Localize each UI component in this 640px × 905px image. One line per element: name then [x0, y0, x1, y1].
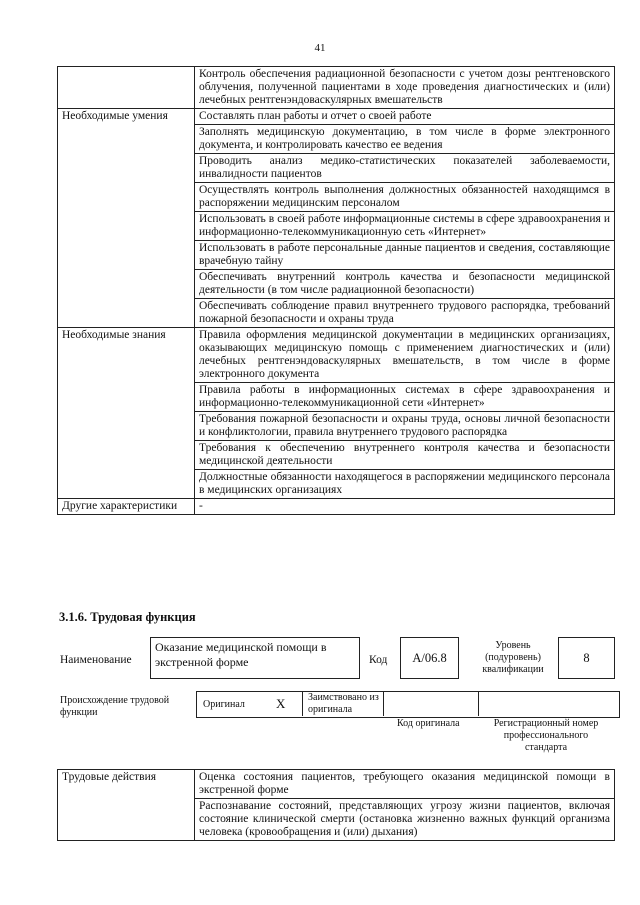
function-name: Оказание медицинской помощи в экстренной форме — [155, 640, 327, 669]
code-label: Код — [369, 654, 388, 666]
row-item: Составлять план работы и отчет о своей работе — [195, 109, 615, 125]
level-value-box — [558, 637, 615, 679]
original-mark: X — [276, 696, 286, 711]
row-item: Правила оформления медицинской документации в медицинских организациях, оказывающих медицинскую помощь с применением диагностических и (или) лечебных рентгенэндоваскулярных вмешательств, в том числе в форме электронного документа — [195, 328, 615, 383]
row-item: Заполнять медицинскую документацию, в том числе в форме электронного документа, и контролировать качество ее ведения — [195, 125, 615, 154]
competency-table — [57, 66, 615, 515]
row-item: Распознавание состояний, представляющих угрозу жизни пациентов, включая состояние клинической смерти (остановка жизненно важных функций организма человека (кровообращения и (или) дыхания) — [195, 799, 615, 841]
table-row — [58, 770, 615, 799]
original-label: Оригинал — [203, 699, 245, 710]
row-label: Трудовые действия — [58, 770, 195, 841]
row-item: - — [195, 499, 615, 515]
code-original-label: Код оригинала — [397, 718, 460, 729]
row-item: Требования к обеспечению внутреннего контроля качества и безопасности медицинской деятельности — [195, 441, 615, 470]
labor-actions-table — [57, 769, 615, 841]
code-value-box — [400, 637, 459, 679]
row-item: Контроль обеспечения радиационной безопасности с учетом дозы рентгеновского облучения, полученной пациентами в ходе проведения диагностических и (или) лечебных рентгенэндоваскулярных вмешательств — [195, 67, 615, 109]
origin-divider-2 — [383, 691, 384, 716]
row-item: Правила работы в информационных системах в сфере здравоохранения и информационно-телекоммуникационной сети «Интернет» — [195, 383, 615, 412]
row-label: Необходимые знания — [58, 328, 195, 499]
origin-row — [196, 691, 620, 718]
table-row — [58, 328, 615, 383]
row-item: Осуществлять контроль выполнения должностных обязанностей находящимся в распоряжении медицинским персоналом — [195, 183, 615, 212]
row-item: Обеспечивать внутренний контроль качества и безопасности медицинской деятельности (в том числе радиационной безопасности) — [195, 270, 615, 299]
row-label: Другие характеристики — [58, 499, 195, 515]
qualification-level: 8 — [583, 650, 590, 665]
level-label: Уровень (подуровень) квалификации — [482, 640, 544, 675]
row-item: Должностные обязанности находящегося в распоряжении медицинского персонала в медицинских организациях — [195, 470, 615, 499]
origin-divider-3 — [478, 691, 479, 716]
row-label — [58, 67, 195, 109]
row-item: Оценка состояния пациентов, требующего оказания медицинской помощи в экстренной форме — [195, 770, 615, 799]
row-item: Обеспечивать соблюдение правил внутреннего трудового распорядка, требований пожарной безопасности и охраны труда — [195, 299, 615, 328]
origin-label: Происхождение трудовой функции — [60, 695, 170, 718]
section-heading: 3.1.6. Трудовая функция — [59, 610, 196, 624]
name-value-box — [150, 637, 360, 679]
table-row — [58, 499, 615, 515]
name-label: Наименование — [60, 654, 132, 666]
row-label: Необходимые умения — [58, 109, 195, 328]
table-row — [58, 67, 615, 109]
row-item: Требования пожарной безопасности и охраны труда, основы личной безопасности и конфликтологии, правила внутреннего трудового распорядка — [195, 412, 615, 441]
table-row — [58, 109, 615, 125]
function-code: A/06.8 — [412, 650, 447, 665]
reg-number-label: Регистрационный номер профессионального стандарта — [493, 718, 599, 753]
row-item: Проводить анализ медико-статистических показателей заболеваемости, инвалидности пациентов — [195, 154, 615, 183]
row-item: Использовать в своей работе информационные системы в сфере здравоохранения и информационно-телекоммуникационную сеть «Интернет» — [195, 212, 615, 241]
page-number: 41 — [314, 42, 326, 54]
borrowed-label: Заимствовано из оригинала — [308, 692, 379, 715]
origin-divider-1 — [302, 691, 303, 716]
row-item: Использовать в работе персональные данные пациентов и сведения, составляющие врачебную тайну — [195, 241, 615, 270]
